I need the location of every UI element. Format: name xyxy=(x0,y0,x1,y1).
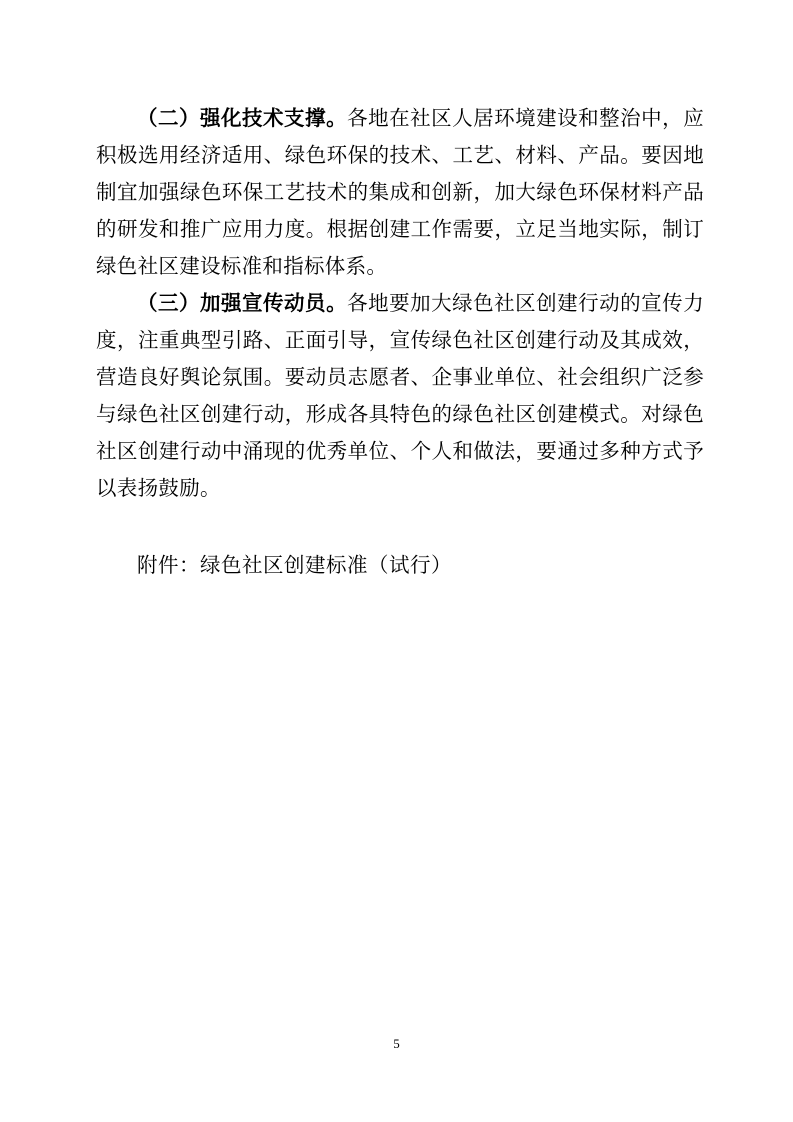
paragraph-publicity-mobilization xyxy=(96,285,704,507)
attachment-note: 附件：绿色社区创建标准（试行） xyxy=(137,553,452,577)
paragraph-heading: （三）加强宣传动员。 xyxy=(137,291,348,315)
document-body xyxy=(96,100,704,507)
paragraph-text: 各地要加大绿色社区创建行动的宣传力度，注重典型引路、正面引导，宣传绿色社区创建行动及其成效，营造良好舆论氛围。要动员志愿者、企事业单位、社会组织广泛参与绿色社区创建行动，形成各具特色的绿色社区创建模式。对绿色社区创建行动中涌现的优秀单位、个人和做法，要通过多种方式予以表扬鼓励。 xyxy=(96,291,704,500)
paragraph-text: 各地在社区人居环境建设和整治中，应积极选用经济适用、绿色环保的技术、工艺、材料、产品。要因地制宜加强绿色环保工艺技术的集成和创新，加大绿色环保材料产品的研发和推广应用力度。根据创建工作需要，立足当地实际，制订绿色社区建设标准和指标体系。 xyxy=(96,106,704,278)
paragraph-technical-support xyxy=(96,100,704,285)
page-number: 5 xyxy=(393,1036,400,1051)
paragraph-heading: （二）强化技术支撑。 xyxy=(137,106,348,130)
